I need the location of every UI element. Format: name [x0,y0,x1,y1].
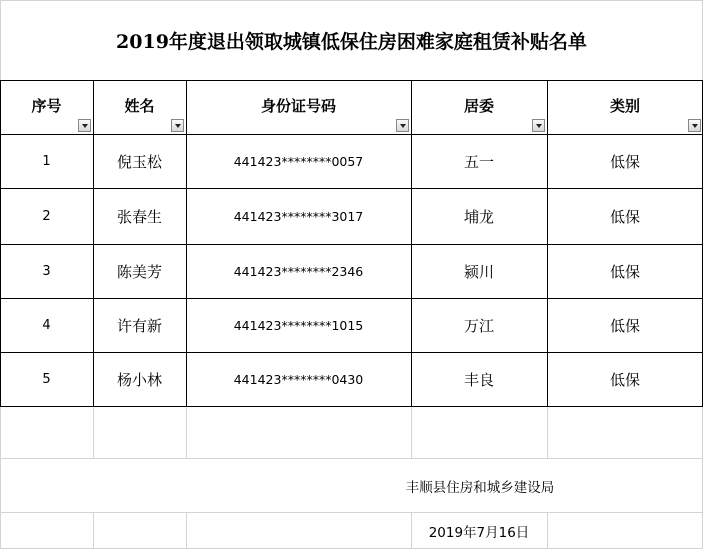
cell-category[interactable]: 低保 [609,371,640,389]
gridline [411,406,412,458]
cell-id-number[interactable]: 441423********3017 [233,209,364,224]
table-border [0,406,703,407]
cell-name[interactable]: 许有新 [116,317,162,335]
chevron-down-icon [175,124,181,128]
filter-dropdown-icon[interactable] [532,119,545,132]
cell-category[interactable]: 低保 [609,208,640,226]
cell-seq[interactable]: 3 [42,264,51,279]
chevron-down-icon [692,124,698,128]
cell-seq[interactable]: 1 [42,154,51,169]
cell-name[interactable]: 倪玉松 [116,153,162,171]
gridline [186,406,187,458]
cell-committee[interactable]: 丰良 [463,371,494,389]
cell-name[interactable]: 陈美芳 [116,263,162,281]
gridline [0,512,703,513]
chevron-down-icon [536,124,542,128]
cell-seq[interactable]: 4 [42,318,51,333]
cell-category[interactable]: 低保 [609,317,640,335]
header-name: 姓名 [124,97,155,115]
header-committee: 居委 [463,97,494,115]
footer-organization: 丰顺县住房和城乡建设局 [405,479,555,496]
cell-committee[interactable]: 万江 [463,317,494,335]
cell-id-number[interactable]: 441423********0057 [233,154,364,169]
filter-dropdown-icon[interactable] [78,119,91,132]
cell-id-number[interactable]: 441423********1015 [233,318,364,333]
gridline [93,406,94,458]
filter-dropdown-icon[interactable] [171,119,184,132]
cell-id-number[interactable]: 441423********2346 [233,264,364,279]
cell-committee[interactable]: 颍川 [463,263,494,281]
gridline [186,512,187,549]
cell-id-number[interactable]: 441423********0430 [233,372,364,387]
gridline [547,512,548,549]
header-id: 身份证号码 [260,97,336,115]
footer-date: 2019年7月16日 [428,525,530,541]
chevron-down-icon [400,124,406,128]
gridline [547,406,548,458]
cell-category[interactable]: 低保 [609,153,640,171]
cell-category[interactable]: 低保 [609,263,640,281]
filter-dropdown-icon[interactable] [688,119,701,132]
cell-name[interactable]: 杨小林 [116,371,162,389]
cell-committee[interactable]: 五一 [463,153,494,171]
filter-dropdown-icon[interactable] [396,119,409,132]
cell-seq[interactable]: 2 [42,209,51,224]
sheet-title: 2019年度退出领取城镇低保住房困难家庭租赁补贴名单 [116,30,587,53]
header-category: 类别 [609,97,640,115]
cell-committee[interactable]: 埔龙 [463,208,494,226]
gridline [0,458,703,459]
cell-seq[interactable]: 5 [42,372,51,387]
gridline [93,512,94,549]
chevron-down-icon [82,124,88,128]
cell-name[interactable]: 张春生 [116,208,162,226]
header-seq: 序号 [31,97,62,115]
